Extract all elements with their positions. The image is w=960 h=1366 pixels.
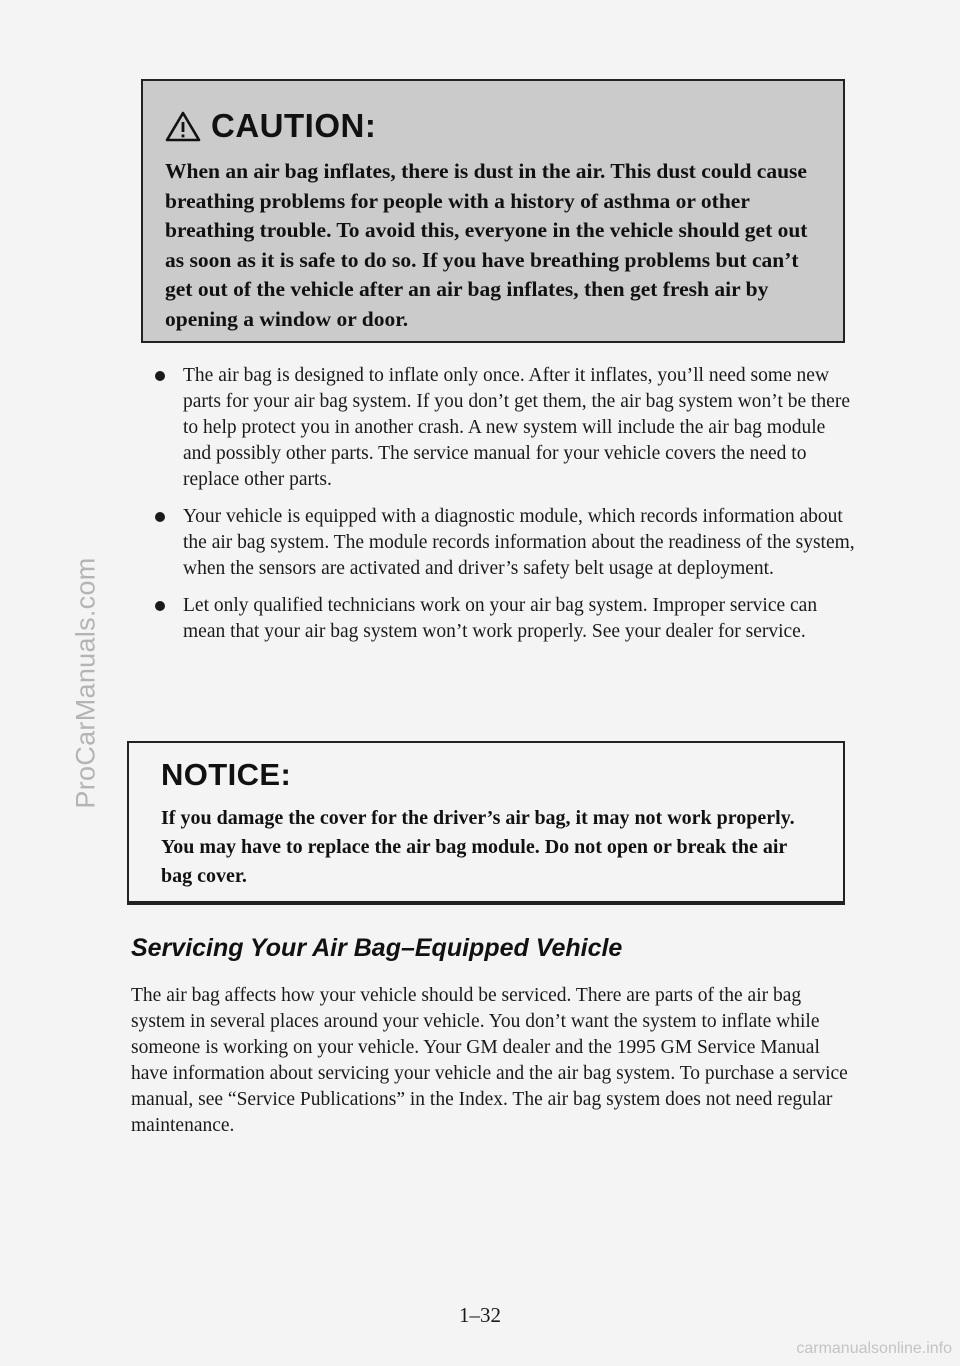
bullet-list [155, 363, 855, 656]
notice-text: If you damage the cover for the driver’s air bag, it may not work properly. You may have to replace the air bag module. Do not open or break the air bag cover. [161, 807, 795, 887]
bullet-dot-icon [155, 601, 165, 611]
notice-box [127, 741, 845, 905]
bullet-item [155, 504, 855, 582]
bullet-item [155, 593, 855, 645]
site-watermark: carmanualsonline.info [796, 1340, 952, 1357]
caution-header [165, 103, 823, 149]
caution-text: When an air bag inflates, there is dust in the air. This dust could cause breathing problems for people with a history of asthma or other breathing trouble. To avoid this, everyone in the vehicle should get out as soon as it is safe to do so. If you have breathing problems but can’t get out of the vehicle after an air bag inflates, then get fresh air by opening a window or door. [165, 159, 808, 331]
caution-box [141, 79, 845, 343]
page-number: 1–32 [459, 1303, 501, 1327]
notice-title: NOTICE: [161, 757, 292, 792]
bullet-dot-icon [155, 512, 165, 522]
bullet-text: The air bag is designed to inflate only once. After it inflates, you’ll need some new parts for your air bag system. If you don’t get them, the air bag system won’t be there to help protect you in another crash. A new system will include the air bag module and possibly other parts. The service manual for your vehicle covers the need to replace other parts. [183, 365, 850, 490]
section-body: The air bag affects how your vehicle should be serviced. There are parts of the air bag system in several places around your vehicle. You don’t want the system to inflate while someone is working on your vehicle. Your GM dealer and the 1995 GM Service Manual have information about servicing your vehicle and the air bag system. To purchase a service manual, see “Service Publications” in the Index. The air bag system does not need regular maintenance. [131, 985, 848, 1136]
warning-triangle-icon [165, 110, 201, 142]
bullet-dot-icon [155, 371, 165, 381]
section-heading: Servicing Your Air Bag–Equipped Vehicle [131, 934, 623, 962]
bullet-text: Let only qualified technicians work on your air bag system. Improper service can mean that your air bag system won’t work properly. See your dealer for service. [183, 595, 818, 642]
bullet-text: Your vehicle is equipped with a diagnostic module, which records information about the air bag system. The module records information about the readiness of the system, when the sensors are activated and driver’s safety belt usage at deployment. [183, 506, 855, 579]
side-watermark: ProCarManuals.com [70, 557, 101, 809]
caution-title: CAUTION: [211, 107, 377, 144]
bullet-item [155, 363, 855, 493]
